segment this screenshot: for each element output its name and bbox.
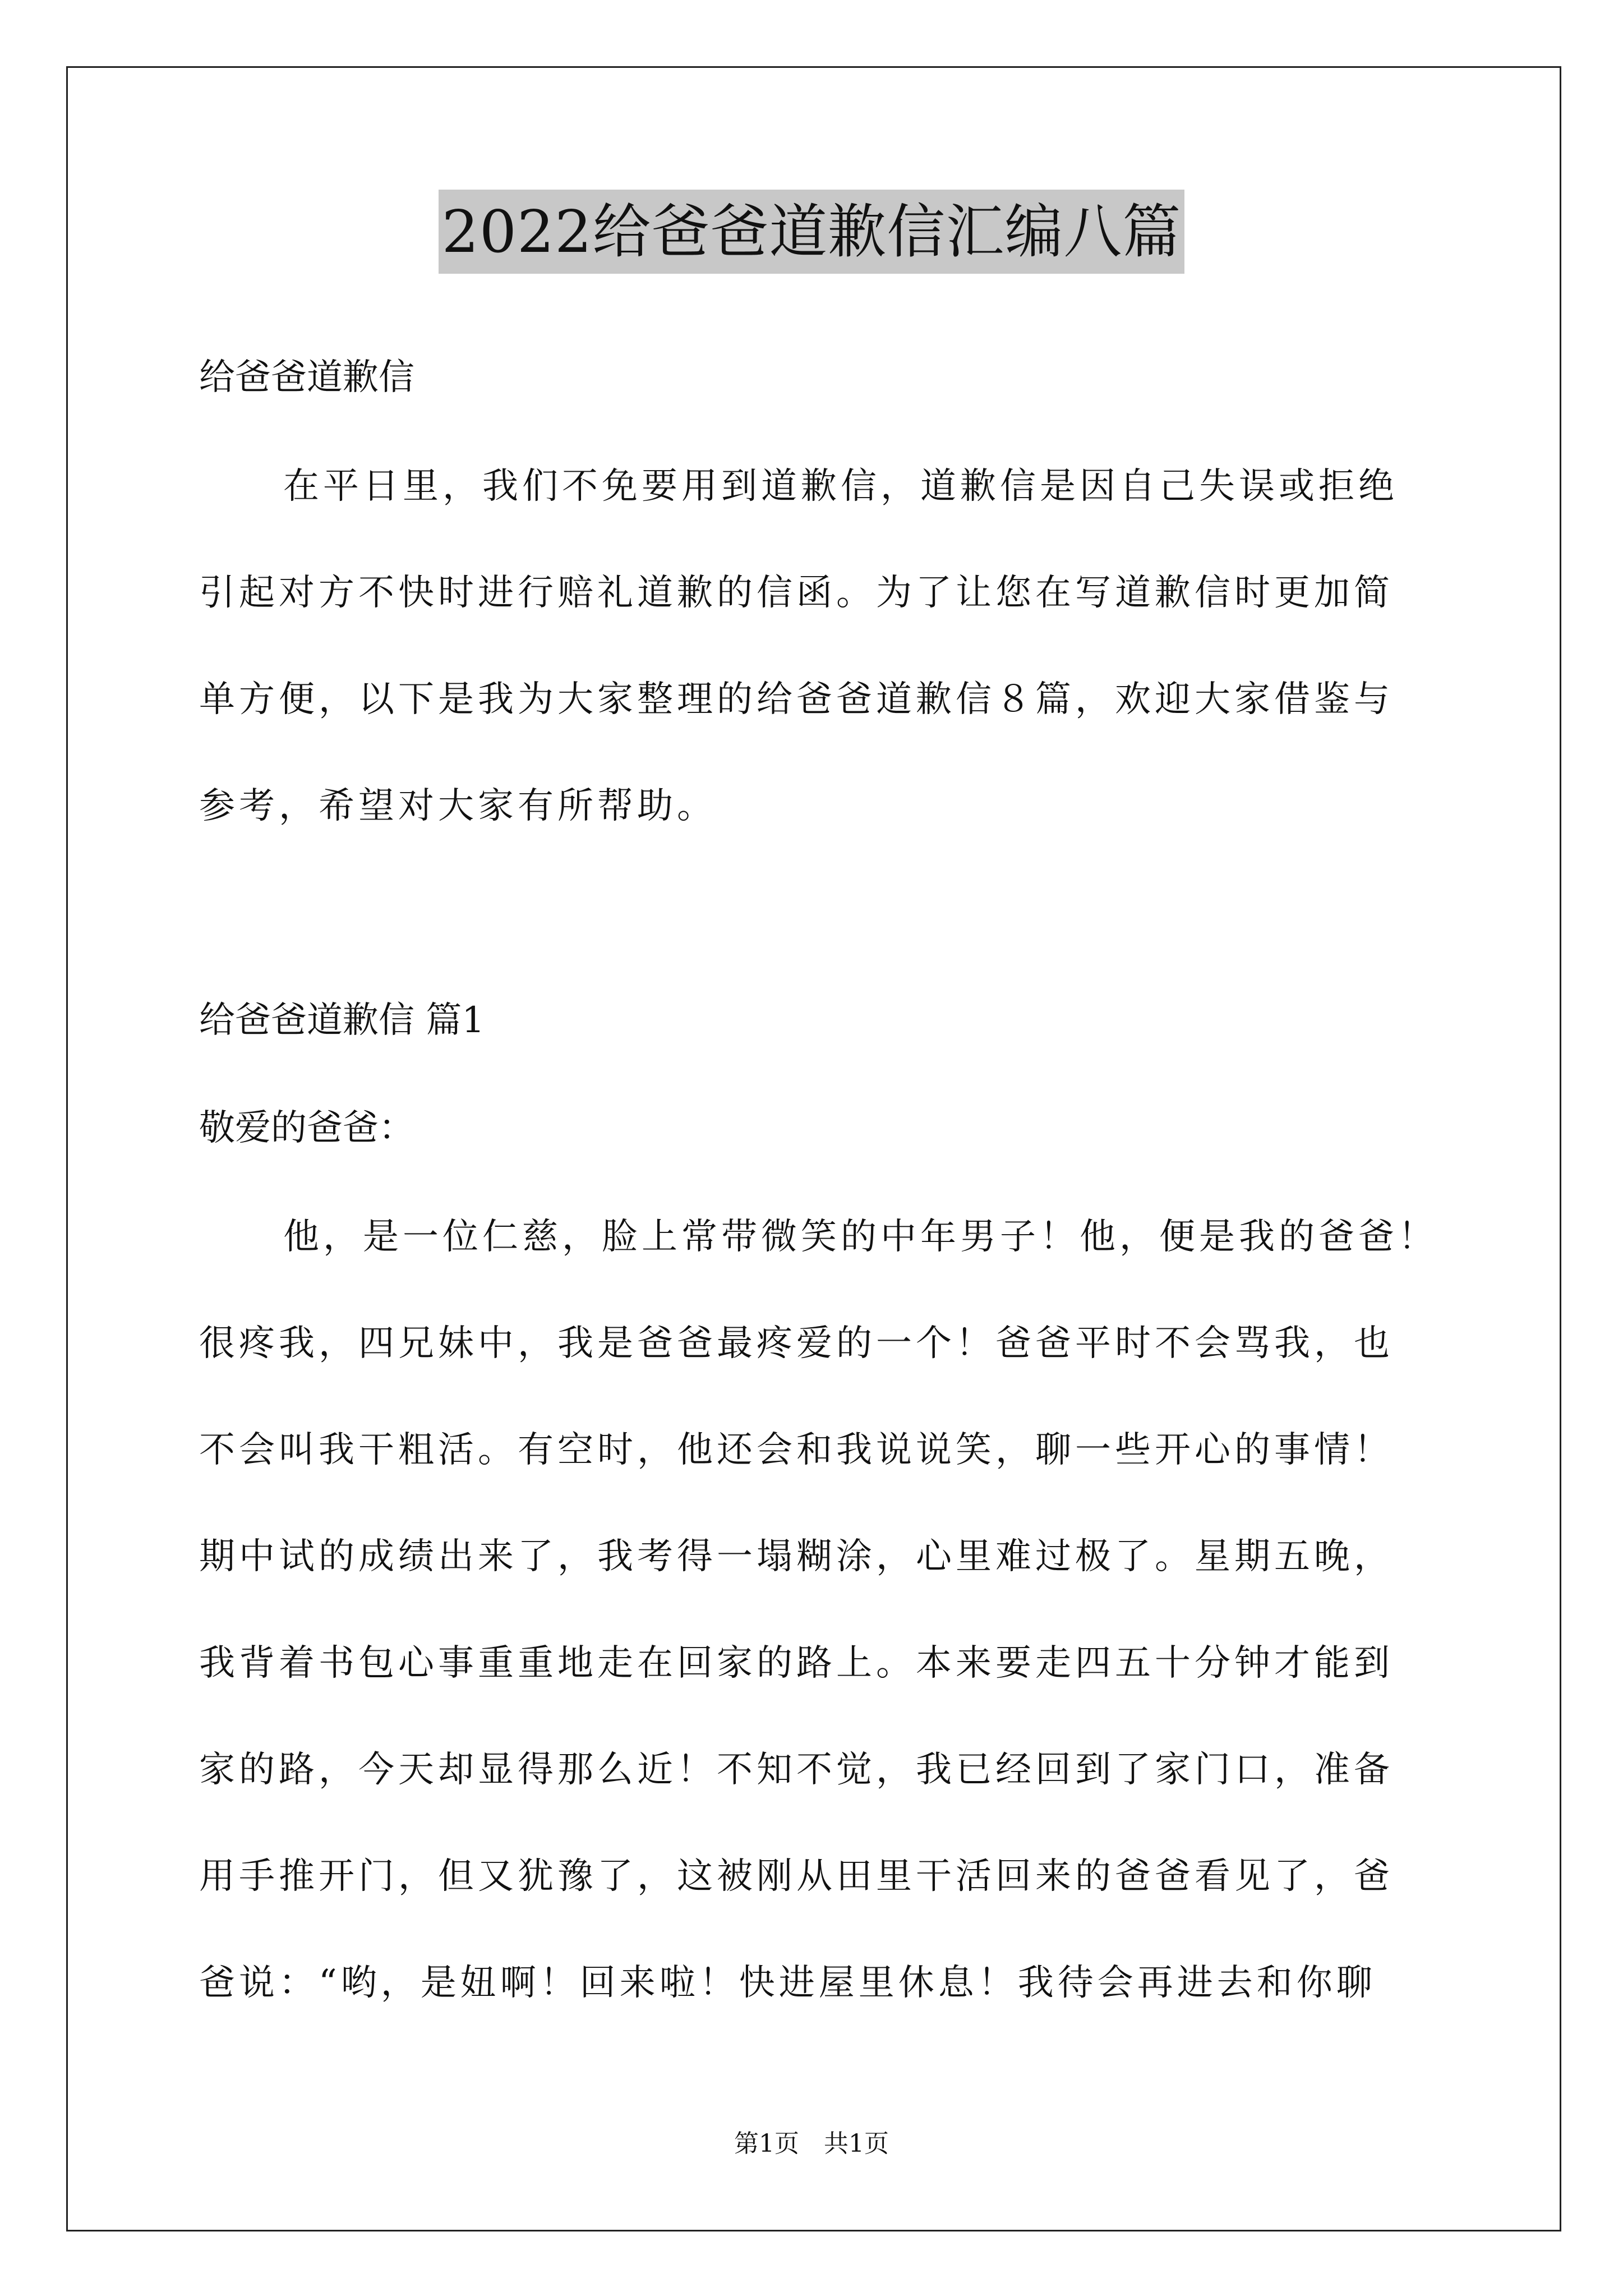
intro-line: 单方便，以下是我为大家整理的给爸爸道歉信８篇，欢迎大家借鉴与 — [199, 679, 1394, 720]
intro-line: 在平日里，我们不免要用到道歉信，道歉信是因自己失误或拒绝 — [283, 466, 1398, 507]
intro-line: 引起对方不快时进行赔礼道歉的信函。为了让您在写道歉信时更加简 — [199, 572, 1394, 614]
salutation: 敬爱的爸爸： — [199, 1107, 414, 1149]
letter-line: 他，是一位仁慈，脸上常带微笑的中年男子！他，便是我的爸爸！ — [283, 1216, 1438, 1258]
letter-line: 不会叫我干粗活。有空时，他还会和我说说笑，聊一些开心的事情！ — [199, 1429, 1394, 1471]
letter-line: 很疼我，四兄妹中，我是爸爸最疼爱的一个！爸爸平时不会骂我，也 — [199, 1323, 1394, 1364]
section-heading: 给爸爸道歉信 篇1 — [199, 1000, 485, 1041]
letter-line: 我背着书包心事重重地走在回家的路上。本来要走四五十分钟才能到 — [199, 1642, 1394, 1684]
document-title: 2022给爸爸道歉信汇编八篇 — [439, 190, 1185, 274]
subtitle: 给爸爸道歉信 — [199, 357, 414, 398]
title-container — [0, 190, 1623, 274]
letter-line: 期中试的成绩出来了，我考得一塌糊涂，心里难过极了。星期五晚， — [199, 1536, 1394, 1577]
intro-line: 参考，希望对大家有所帮助。 — [199, 785, 717, 827]
letter-line: 家的路，今天却显得那么近！不知不觉，我已经回到了家门口，准备 — [199, 1749, 1394, 1791]
page-footer: 第1页 共1页 — [734, 2129, 889, 2158]
letter-line: 爸说：“哟，是妞啊！回来啦！快进屋里休息！我待会再进去和你聊 — [199, 1962, 1376, 2004]
letter-line: 用手推开门，但又犹豫了，这被刚从田里干活回来的爸爸看见了，爸 — [199, 1856, 1394, 1897]
